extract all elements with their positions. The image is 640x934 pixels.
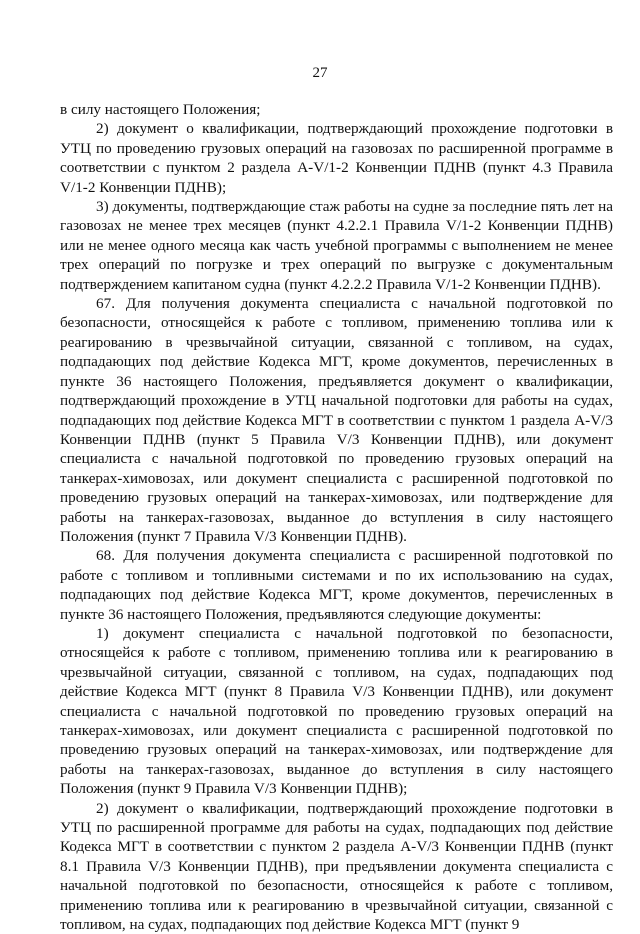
paragraph-item-2-gas-carrier: 2) документ о квалификации, подтверждающий прохождение подготовки в УТЦ по проведению грузовых операций на газовозах по расширенной программе в соответствии с пунктом 2 раздела A-V/1-2 Конвенции ПДНВ (пункт 4.3 Правила V/1-2 Конвенции ПДНВ); xyxy=(60,120,613,196)
paragraph-item-3-sea-service: 3) документы, подтверждающие стаж работы на судне за последние пять лет на газовозах не менее трех месяцев (пункт 4.2.2.1 Правила V/1-2 Конвенции ПДНВ) или не менее одного месяца как часть учебной программы с выполнением не менее трех операций по погрузке и трех операций по выгрузке с документальным подтверждением капитаном судна (пункт 4.2.2.2 Правила V/1-2 Конвенции ПДНВ). xyxy=(60,198,613,293)
document-body xyxy=(60,100,613,934)
paragraph-68-item-1: 1) документ специалиста с начальной подготовкой по безопасности, относящейся к работе с топливом, применению топлива или к реагированию в чрезвычайной ситуации, связанной с топливом, на судах, подпадающих под действие Кодекса МГТ (пункт 8 Правила V/3 Конвенции ПДНВ), или документ специалиста с начальной подготовкой по проведению грузовых операций на танкерах-химовозах, или документ специалиста с расширенной подготовкой по проведению грузовых операций на танкерах-химовозах, или подтверждение для работы на танкерах-газовозах, выданное до вступления в силу настоящего Положения (пункт 9 Правила V/3 Конвенции ПДНВ); xyxy=(60,624,613,798)
page-number: 27 xyxy=(312,65,328,81)
paragraph-68: 68. Для получения документа специалиста с расширенной подготовкой по работе с топливом и топливными системами и по их использованию на судах, подпадающих под действие Кодекса МГТ, кроме документов, перечисленных в пункте 36 настоящего Положения, предъявляются следующие документы: xyxy=(60,547,613,623)
paragraph-67: 67. Для получения документа специалиста с начальной подготовкой по безопасности, относящейся к работе с топливом, применению топлива или к реагированию в чрезвычайной ситуации, связанной с топливом, на судах, подпадающих под действие Кодекса МГТ, кроме документов, перечисленных в пункте 36 настоящего Положения, предъявляется документ о квалификации, подтверждающий прохождение в УТЦ начальной подготовки для работы на судах, подпадающих под действие Кодекса МГТ в соответствии с пунктом 1 раздела A-V/3 Конвенции ПДНВ (пункт 5 Правила V/3 Конвенции ПДНВ), или документ специалиста с начальной подготовкой по проведению грузовых операций на танкерах-химовозах, или документ специалиста с расширенной подготовкой по проведению грузовых операций на танкерах-химовозах, или подтверждение для работы на танкерах-газовозах, выданное до вступления в силу настоящего Положения (пункт 7 Правила V/3 Конвенции ПДНВ). xyxy=(60,295,613,545)
paragraph-68-item-2: 2) документ о квалификации, подтверждающий прохождение подготовки в УТЦ по расширенной программе для работы на судах, подпадающих под действие Кодекса МГТ в соответствии с пунктом 2 раздела A-V/3 Конвенции ПДНВ (пункт 8.1 Правила V/3 Конвенции ПДНВ), при предъявлении документа специалиста с начальной подготовкой по безопасности, относящейся к работе с топливом, применению топлива или к реагированию в чрезвычайной ситуации, связанной с топливом, на судах, подпадающих под действие Кодекса МГТ (пункт 9 xyxy=(60,799,613,934)
paragraph-continuation: в силу настоящего Положения; xyxy=(60,101,261,118)
